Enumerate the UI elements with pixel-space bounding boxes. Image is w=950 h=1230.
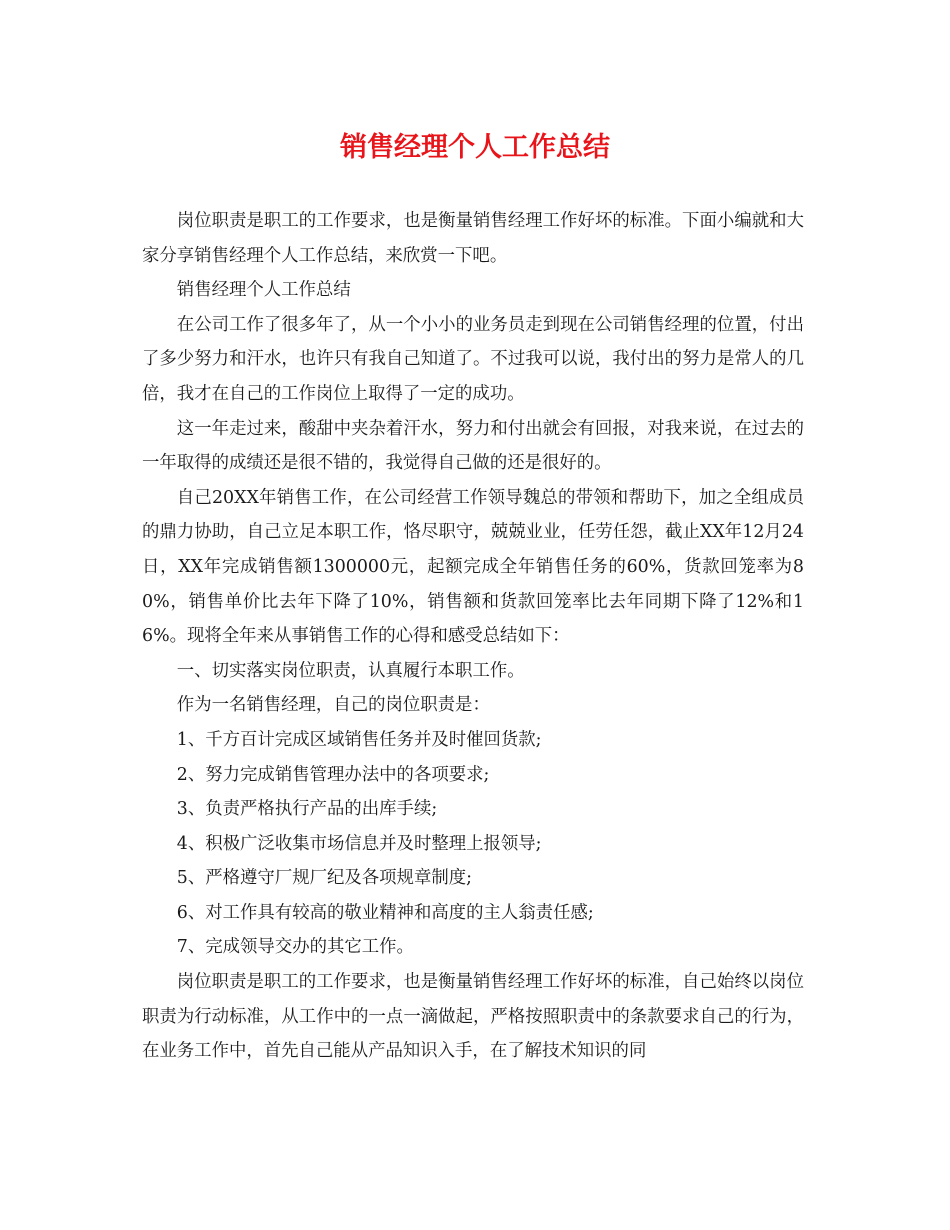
- document-body: [142, 204, 804, 1069]
- paragraph-intro: 岗位职责是职工的工作要求，也是衡量销售经理工作好坏的标准。下面小编就和大家分享销售经理个人工作总结，来欣赏一下吧。: [142, 211, 804, 266]
- list-item: 3、负责严格执行产品的出库手续;: [176, 799, 438, 820]
- list-item: 5、严格遵守厂规厂纪及各项规章制度;: [176, 868, 472, 889]
- paragraph-subtitle: 销售经理个人工作总结: [176, 280, 351, 301]
- document-title: 销售经理个人工作总结: [340, 132, 610, 163]
- paragraph: 岗位职责是职工的工作要求，也是衡量销售经理工作好坏的标准，自己始终以岗位职责为行动标准，从工作中的一点一滴做起，严格按照职责中的条款要求自己的行为，在业务工作中，首先自己能从产品知识入手，在了解技术知识的同: [142, 972, 804, 1062]
- paragraph: 这一年走过来，酸甜中夹杂着汗水，努力和付出就会有回报，对我来说，在过去的一年取得的成绩还是很不错的，我觉得自己做的还是很好的。: [142, 418, 804, 474]
- section-heading: 一、切实落实岗位职责，认真履行本职工作。: [176, 660, 525, 681]
- list-item: 7、完成领导交办的其它工作。: [176, 937, 414, 958]
- list-item: 1、千方百计完成区域销售任务并及时催回货款;: [176, 729, 542, 750]
- list-item: 6、对工作具有较高的敬业精神和高度的主人翁责任感;: [176, 902, 594, 923]
- paragraph: 自己20XX年销售工作，在公司经营工作领导魏总的带领和帮助下，加之全组成员的鼎力协助，自己立足本职工作，恪尽职守，兢兢业业，任劳任怨，截止XX年12月24日，XX年完成销售额1300000元，起额完成全年销售任务的60%，货款回笼率为80%，销售单价比去年下降了10%，销售额和货款回笼率比去年同期下降了12%和16%。现将全年来从事销售工作的心得和感受总结如下：: [142, 487, 804, 647]
- paragraph: 在公司工作了很多年了，从一个小小的业务员走到现在公司销售经理的位置，付出了多少努力和汗水，也许只有我自己知道了。不过我可以说，我付出的努力是常人的几倍，我才在自己的工作岗位上取得了一定的成功。: [142, 314, 804, 404]
- paragraph: 作为一名销售经理，自己的岗位职责是：: [176, 695, 490, 716]
- list-item: 2、努力完成销售管理办法中的各项要求;: [176, 764, 490, 785]
- list-item: 4、积极广泛收集市场信息并及时整理上报领导;: [176, 833, 542, 854]
